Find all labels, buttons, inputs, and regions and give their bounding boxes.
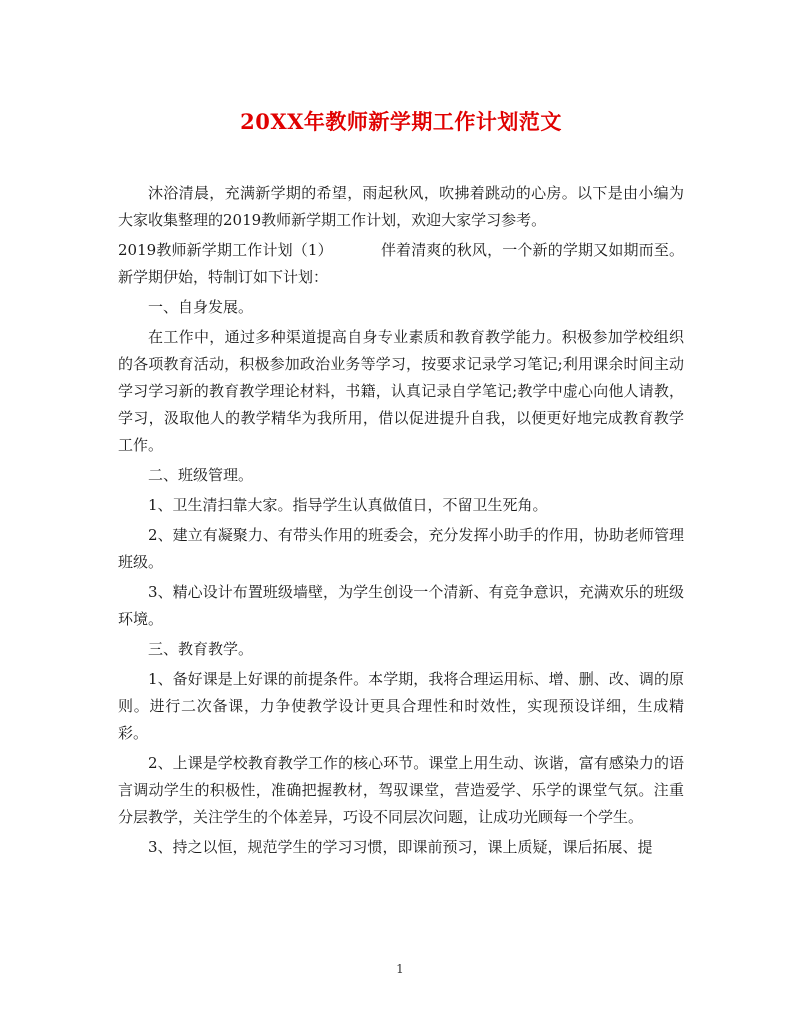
section-paragraph: 1、卫生清扫靠大家。指导学生认真做值日，不留卫生死角。: [148, 496, 548, 514]
page-number: 1: [396, 962, 404, 976]
section-paragraph: 2、上课是学校教育教学工作的核心环节。课堂上用生动、诙谐，富有感染力的语言调动学生的积极性，准确把握教材，驾驭课堂，营造爱学、乐学的课堂气氛。注重分层教学，关注学生的个体差异，巧设不同层次问题，让成功光顾每一个学生。: [118, 754, 684, 826]
section-paragraph: 3、精心设计布置班级墙壁，为学生创设一个清新、有竞争意识，充满欢乐的班级环境。: [118, 583, 684, 628]
section-paragraph: 在工作中，通过多种渠道提高自身专业素质和教育教学能力。积极参加学校组织的各项教育活动，积极参加政治业务等学习，按要求记录学习笔记;利用课余时间主动学习学习新的教育教学理论材料，书籍，认真记录自学笔记;教学中虚心向他人请教，学习，汲取他人的教学精华为我所用，借以促进提升自我，以便更好地完成教育教学工作。: [118, 328, 684, 454]
plan-heading-paragraph: [118, 237, 684, 291]
document-page: [118, 108, 684, 864]
plan-heading: 2019教师新学期工作计划（1）: [118, 241, 333, 259]
section-heading: 二、班级管理。: [148, 466, 254, 484]
plan-heading-continuation: 伴着清爽的秋风，一个新的学期又如期而至。新学期伊始，特制订如下计划：: [118, 241, 684, 286]
section-paragraph: 2、建立有凝聚力、有带头作用的班委会，充分发挥小助手的作用，协助老师管理班级。: [118, 526, 684, 571]
intro-paragraph: 沐浴清晨，充满新学期的希望，雨起秋风，吹拂着跳动的心房。以下是由小编为大家收集整理的2019教师新学期工作计划，欢迎大家学习参考。: [118, 184, 684, 229]
document-title: 20XX年教师新学期工作计划范文: [240, 109, 562, 134]
section-heading: 一、自身发展。: [148, 298, 254, 316]
section-paragraph: 1、备好课是上好课的前提条件。本学期，我将合理运用标、增、删、改、调的原则。进行二次备课，力争使教学设计更具合理性和时效性，实现预设详细，生成精彩。: [118, 670, 684, 742]
section-paragraph: 3、持之以恒，规范学生的学习习惯，即课前预习，课上质疑，课后拓展、提: [148, 838, 653, 856]
section-heading: 三、教育教学。: [148, 640, 254, 658]
